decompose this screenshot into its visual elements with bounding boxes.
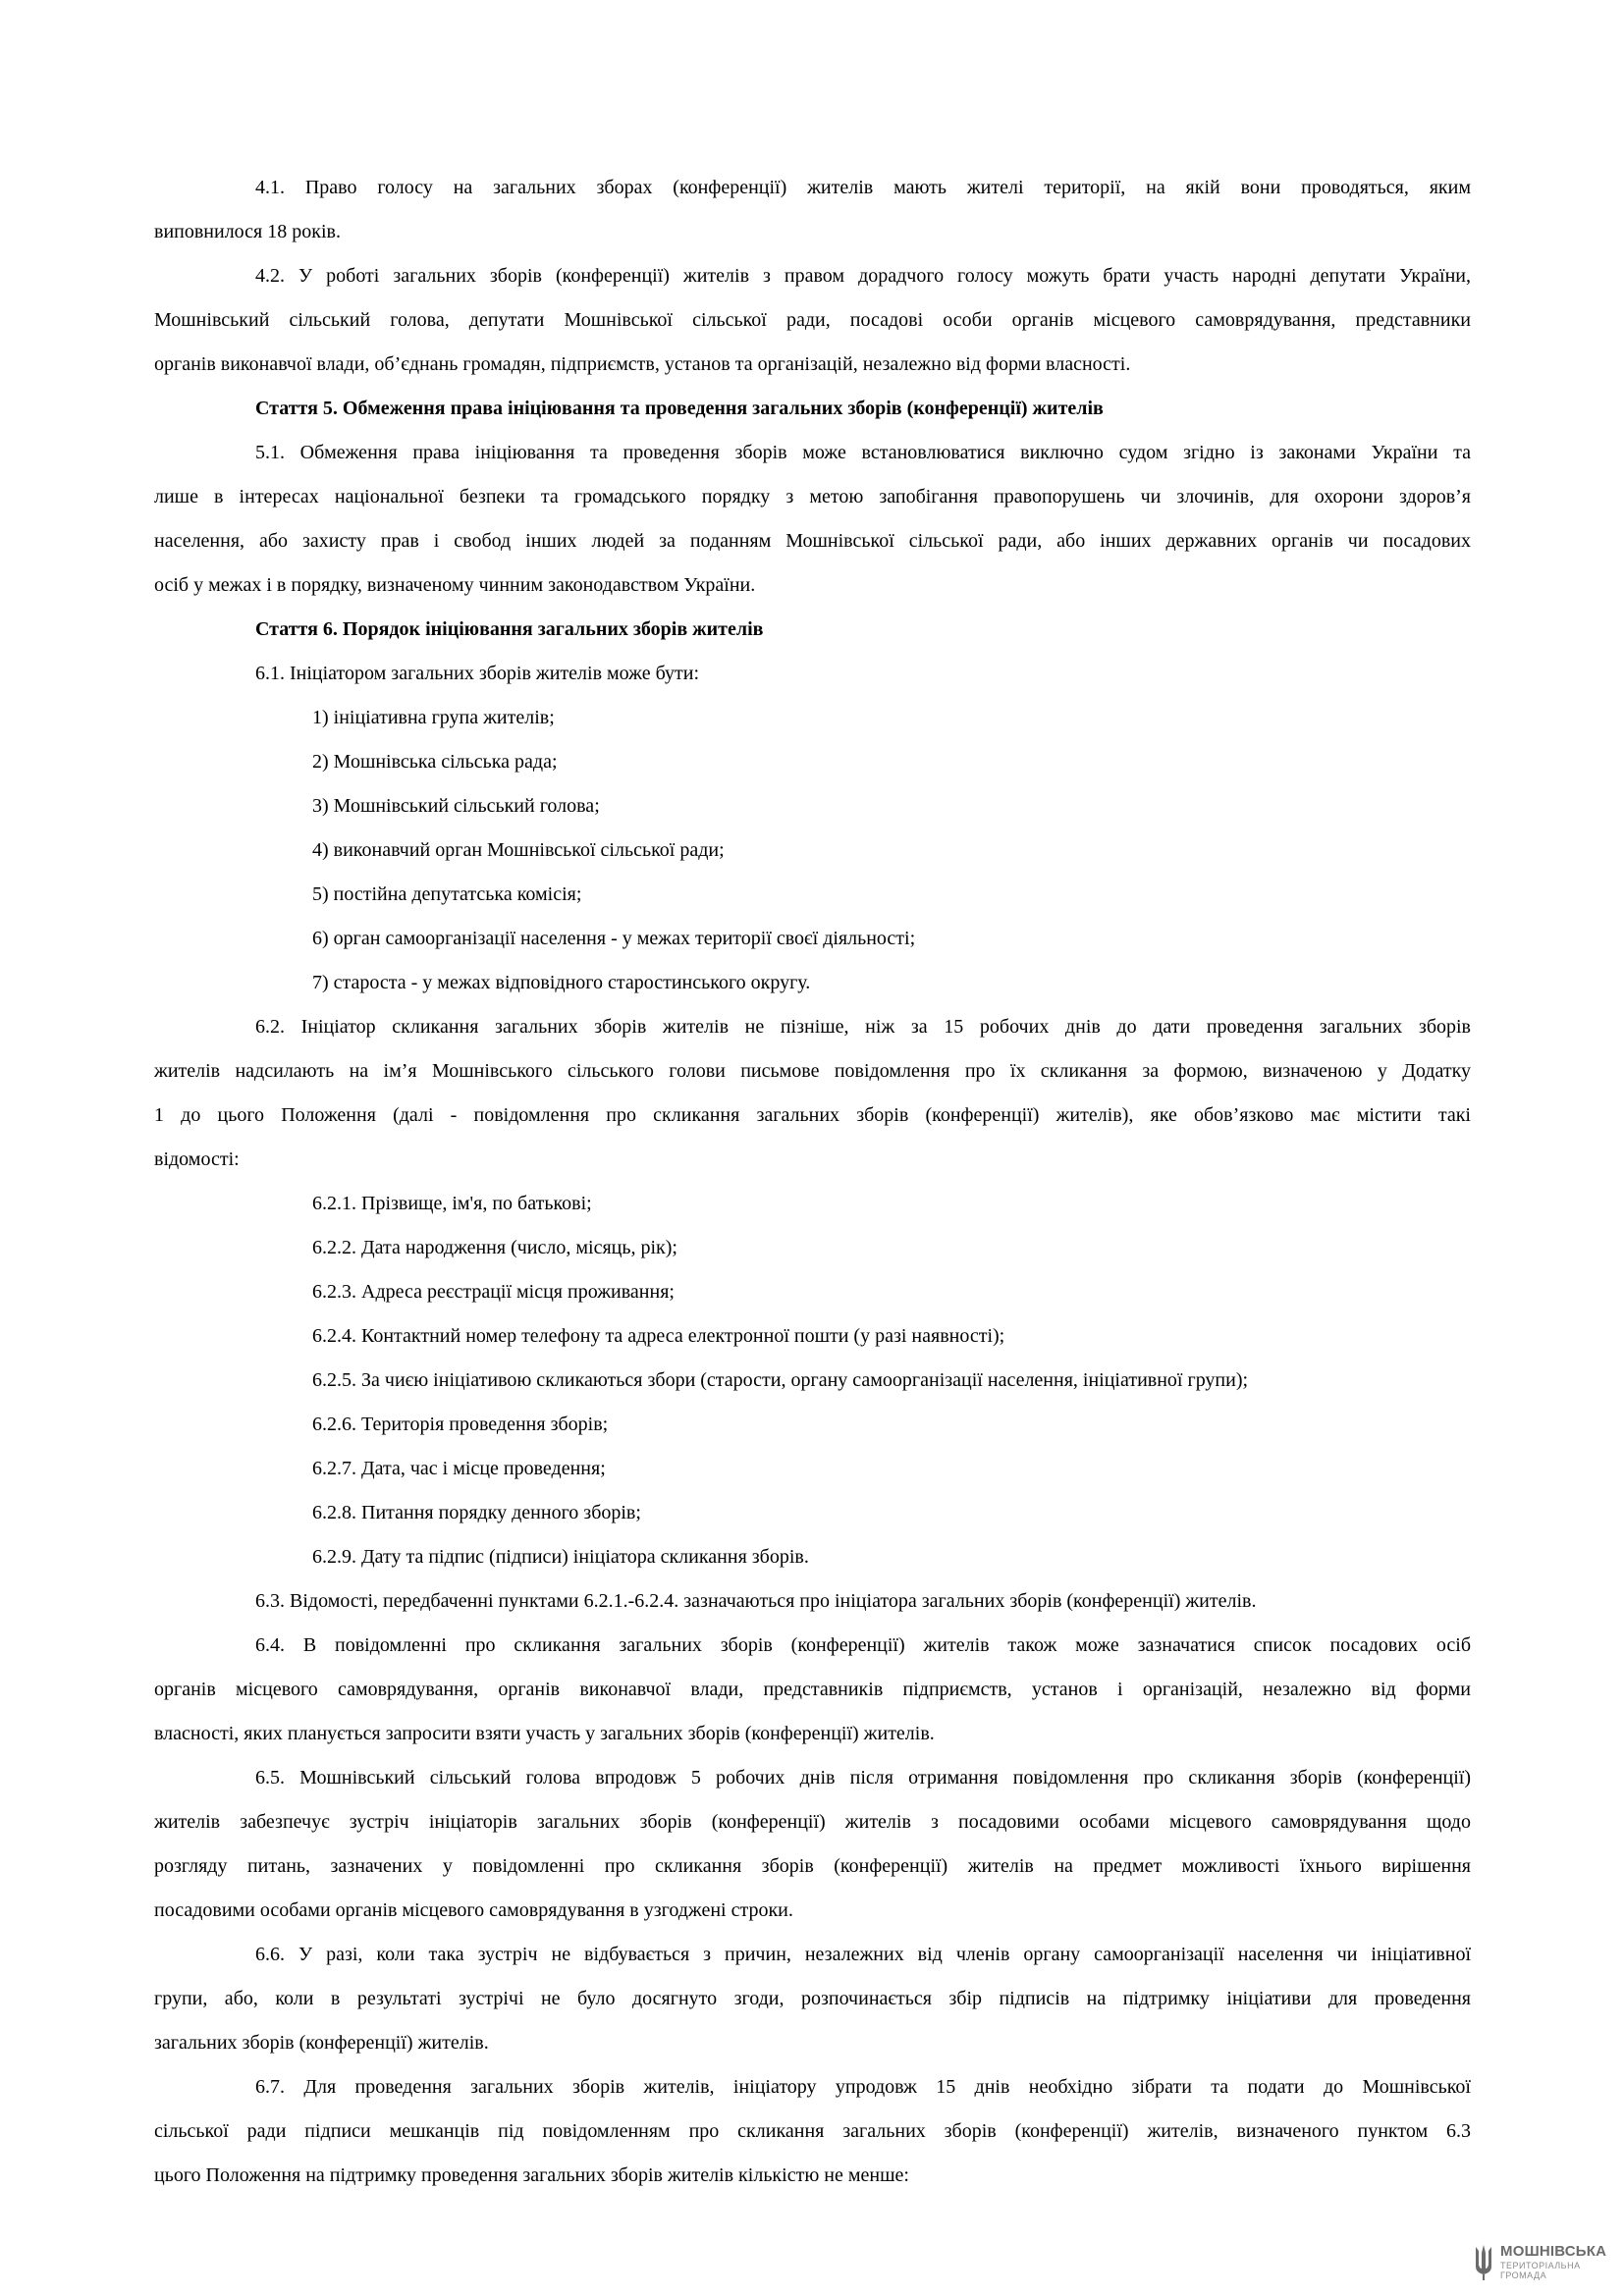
logo-title: МОШНІВСЬКА — [1500, 2243, 1607, 2260]
paragraph-6-7-line-3: цього Положення на підтримку проведення загальних зборів жителів кількістю не менше: — [154, 2164, 909, 2186]
paragraph-6-2-line-4: відомості: — [154, 1148, 240, 1170]
list-item-6-1-5: 5) постійна депутатська комісія; — [312, 883, 582, 905]
list-item-6-2-1: 6.2.1. Прізвище, ім'я, по батькові; — [312, 1193, 592, 1214]
paragraph-6-6-line-2: групи, або, коли в результаті зустрічі не було досягнуто згоди, розпочинається збір підписів на підтримку ініціативи для проведення — [154, 1988, 1471, 2009]
paragraph-6-3: 6.3. Відомості, передбаченні пунктами 6.2.1.-6.2.4. зазначаються про ініціатора загальних зборів (конференції) жителів. — [255, 1590, 1257, 1612]
list-item-6-1-3: 3) Мошнівський сільський голова; — [312, 795, 600, 817]
paragraph-4-2-line-2: Мошнівський сільський голова, депутати Мошнівської сільської ради, посадові особи органів місцевого самоврядування, представники — [154, 309, 1471, 331]
paragraph-6-5-line-3: розгляду питань, зазначених у повідомленні про скликання зборів (конференції) жителів на предмет можливості їхнього вирішення — [154, 1855, 1471, 1877]
list-item-6-1-2: 2) Мошнівська сільська рада; — [312, 751, 558, 773]
paragraph-6-4-line-2: органів місцевого самоврядування, органів виконавчої влади, представників підприємств, установ і організацій, незалежно від форми — [154, 1679, 1471, 1700]
list-item-6-2-4: 6.2.4. Контактний номер телефону та адреса електронної пошти (у разі наявності); — [312, 1325, 1005, 1347]
list-item-6-2-7: 6.2.7. Дата, час і місце проведення; — [312, 1458, 606, 1479]
list-item-6-1-7: 7) староста - у межах відповідного старостинського округу. — [312, 972, 811, 993]
community-logo — [1473, 2243, 1610, 2288]
list-item-6-2-2: 6.2.2. Дата народження (число, місяць, рік); — [312, 1237, 677, 1258]
article-6-heading: Стаття 6. Порядок ініціювання загальних зборів жителів — [255, 618, 764, 640]
paragraph-6-1: 6.1. Ініціатором загальних зборів жителів може бути: — [255, 663, 700, 684]
paragraph-6-4-line-3: власності, яких планується запросити взяти участь у загальних зборів (конференції) жителів. — [154, 1723, 935, 1744]
paragraph-5-1-line-1: 5.1. Обмеження права ініціювання та проведення зборів може встановлюватися виключно судом згідно із законами України та — [255, 442, 1471, 463]
list-item-6-2-6: 6.2.6. Територія проведення зборів; — [312, 1414, 609, 1435]
paragraph-5-1-line-4: осіб у межах і в порядку, визначеному чинним законодавством України. — [154, 574, 756, 596]
paragraph-6-7-line-2: сільської ради підписи мешканців під повідомленням про скликання загальних зборів (конференції) жителів, визначеного пунктом 6.3 — [154, 2120, 1471, 2142]
paragraph-4-2-line-1: 4.2. У роботі загальних зборів (конференції) жителів з правом дорадчого голосу можуть брати участь народні депутати України, — [255, 265, 1471, 287]
paragraph-4-2-line-3: органів виконавчої влади, об’єднань громадян, підприємств, установ та організацій, незалежно від форми власності. — [154, 353, 1131, 375]
paragraph-6-7-line-1: 6.7. Для проведення загальних зборів жителів, ініціатору упродовж 15 днів необхідно зібрати та подати до Мошнівської — [255, 2076, 1471, 2098]
paragraph-6-5-line-4: посадовими особами органів місцевого самоврядування в узгоджені строки. — [154, 1899, 793, 1921]
article-5-heading: Стаття 5. Обмеження права ініціювання та проведення загальних зборів (конференції) жителів — [255, 398, 1104, 419]
paragraph-5-1-line-2: лише в інтересах національної безпеки та громадського порядку з метою запобігання правопорушень чи злочинів, для охорони здоров’я — [154, 486, 1471, 507]
logo-subtitle-2: ГРОМАДА — [1500, 2270, 1547, 2280]
paragraph-6-5-line-2: жителів забезпечує зустріч ініціаторів загальних зборів (конференції) жителів з посадовими особами місцевого самоврядування щодо — [154, 1811, 1471, 1833]
paragraph-6-2-line-2: жителів надсилають на ім’я Мошнівського сільського голови письмове повідомлення про їх скликання за формою, визначеною у Додатку — [154, 1060, 1471, 1082]
paragraph-4-1-line-1: 4.1. Право голосу на загальних зборах (конференції) жителів мають жителі території, на якій вони проводяться, яким — [255, 177, 1471, 198]
logo-subtitle-1: ТЕРИТОРІАЛЬНА — [1500, 2261, 1581, 2270]
paragraph-6-5-line-1: 6.5. Мошнівський сільський голова впродовж 5 робочих днів після отримання повідомлення про скликання зборів (конференції) — [255, 1767, 1471, 1789]
paragraph-6-4-line-1: 6.4. В повідомленні про скликання загальних зборів (конференції) жителів також може зазначатися список посадових осіб — [255, 1634, 1471, 1656]
list-item-6-2-8: 6.2.8. Питання порядку денного зборів; — [312, 1502, 641, 1523]
list-item-6-1-6: 6) орган самоорганізації населення - у межах території своєї діяльності; — [312, 928, 916, 949]
list-item-6-2-9: 6.2.9. Дату та підпис (підписи) ініціатора скликання зборів. — [312, 1546, 809, 1568]
paragraph-6-2-line-1: 6.2. Ініціатор скликання загальних зборів жителів не пізніше, ніж за 15 робочих днів до дати проведення загальних зборів — [255, 1016, 1471, 1038]
list-item-6-2-5: 6.2.5. За чиєю ініціативою скликаються збори (старости, органу самоорганізації населення, ініціативної групи); — [312, 1369, 1249, 1391]
list-item-6-2-3: 6.2.3. Адреса реєстрації місця проживання; — [312, 1281, 675, 1303]
list-item-6-1-1: 1) ініціативна група жителів; — [312, 707, 555, 728]
paragraph-5-1-line-3: населення, або захисту прав і свобод інших людей за поданням Мошнівської сільської ради, або інших державних органів чи посадових — [154, 530, 1471, 552]
trident-icon — [1473, 2243, 1494, 2280]
paragraph-6-6-line-3: загальних зборів (конференції) жителів. — [154, 2032, 489, 2054]
paragraph-6-2-line-3: 1 до цього Положення (далі - повідомлення про скликання загальних зборів (конференції) жителів), яке обов’язково має містити такі — [154, 1104, 1471, 1126]
paragraph-6-6-line-1: 6.6. У разі, коли така зустріч не відбувається з причин, незалежних від членів органу самоорганізації населення чи ініціативної — [255, 1944, 1471, 1965]
paragraph-4-1-line-2: виповнилося 18 років. — [154, 221, 341, 242]
list-item-6-1-4: 4) виконавчий орган Мошнівської сільської ради; — [312, 839, 725, 861]
